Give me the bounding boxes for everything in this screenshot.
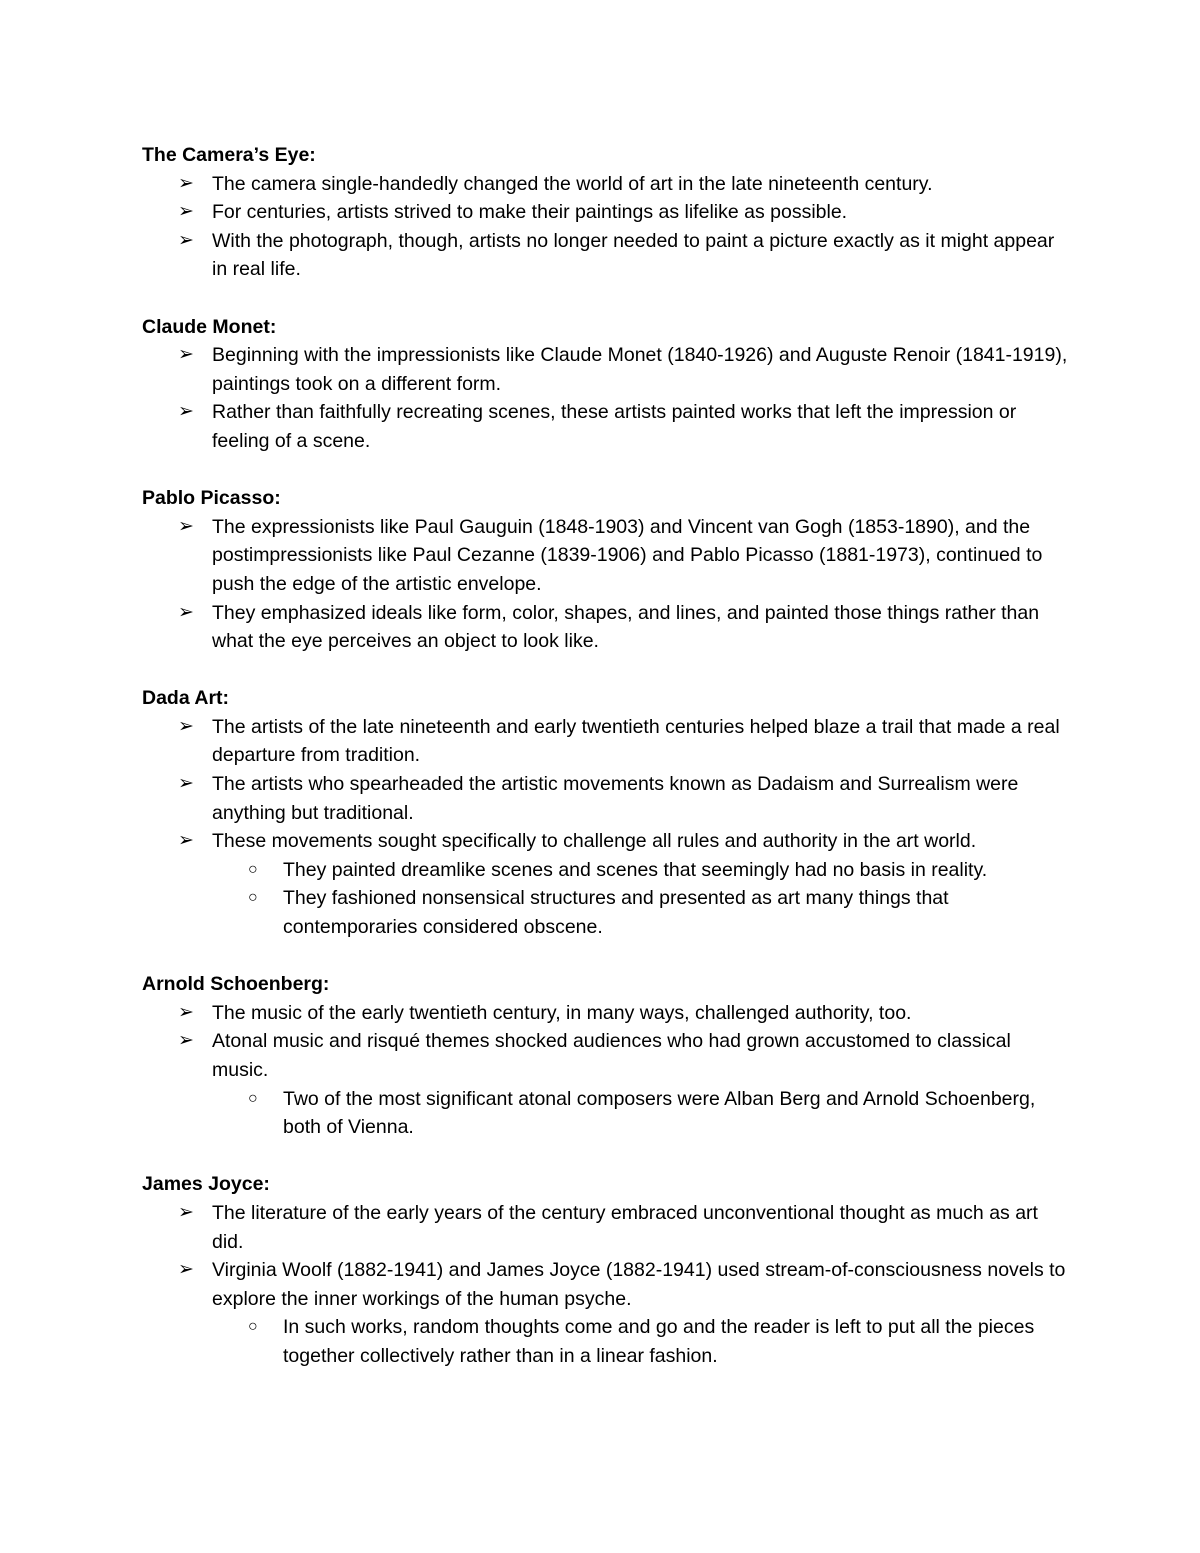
section-heading: James Joyce: — [142, 1173, 270, 1196]
bullet-item — [142, 198, 1072, 227]
bullet-item — [142, 1199, 1072, 1256]
sub-bullet-item — [142, 856, 1072, 885]
bullet-text: They fashioned nonsensical structures and presented as art many things that contemporaries considered obscene. — [283, 887, 949, 939]
bullet-list — [142, 513, 1072, 656]
bullet-text: Two of the most significant atonal composers were Alban Berg and Arnold Schoenberg, both of Vienna. — [283, 1087, 1036, 1139]
section — [142, 1170, 1072, 1370]
section-heading: Arnold Schoenberg: — [142, 973, 330, 996]
arrowhead-bullet-icon: ➢ — [178, 401, 194, 423]
bullet-text: For centuries, artists strived to make their paintings as lifelike as possible. — [212, 201, 848, 224]
bullet-item — [142, 999, 1072, 1028]
bullet-text: With the photograph, though, artists no longer needed to paint a picture exactly as it might appear in real life. — [212, 229, 1055, 281]
arrowhead-bullet-icon: ➢ — [178, 601, 194, 623]
arrowhead-bullet-icon: ➢ — [178, 201, 194, 223]
bullet-text: Beginning with the impressionists like Claude Monet (1840-1926) and Auguste Renoir (1841-1919), paintings took on a different form. — [212, 344, 1068, 395]
arrowhead-bullet-icon: ➢ — [178, 172, 194, 194]
bullet-text: The literature of the early years of the century embraced unconventional thought as much as art did. — [212, 1201, 1038, 1253]
circle-bullet-icon: ○ — [248, 1089, 258, 1107]
bullet-text: They painted dreamlike scenes and scenes that seemingly had no basis in reality. — [283, 858, 988, 881]
bullet-text: The artists who spearheaded the artistic movements known as Dadaism and Surrealism were anything but traditional. — [212, 773, 1019, 824]
circle-bullet-icon: ○ — [248, 1318, 258, 1336]
arrowhead-bullet-icon: ➢ — [178, 1201, 194, 1223]
arrowhead-bullet-icon: ➢ — [178, 344, 194, 366]
bullet-list — [142, 999, 1072, 1142]
arrowhead-bullet-icon: ➢ — [178, 1030, 194, 1052]
bullet-item — [142, 770, 1072, 827]
section-heading: Pablo Picasso: — [142, 487, 281, 510]
bullet-text: In such works, random thoughts come and go and the reader is left to put all the pieces together collectively rather than in a linear fashion. — [283, 1316, 1035, 1367]
bullet-text: They emphasized ideals like form, color, shapes, and lines, and painted those things rather than what the eye perceives an object to look like. — [212, 601, 1040, 653]
section-heading: The Camera’s Eye: — [142, 144, 316, 166]
sub-bullet-item — [142, 1085, 1072, 1142]
arrowhead-bullet-icon: ➢ — [178, 715, 194, 737]
bullet-text: These movements sought specifically to challenge all rules and authority in the art world. — [212, 830, 977, 853]
document-body — [142, 141, 1072, 1399]
arrowhead-bullet-icon: ➢ — [178, 1001, 194, 1023]
bullet-item — [142, 599, 1072, 656]
bullet-text: The artists of the late nineteenth and early twentieth centuries helped blaze a trail that made a real departure from tradition. — [212, 715, 1060, 767]
circle-bullet-icon: ○ — [248, 860, 258, 878]
bullet-list — [142, 713, 1072, 942]
section — [142, 970, 1072, 1142]
bullet-item — [142, 713, 1072, 770]
bullet-text: Virginia Woolf (1882-1941) and James Joyce (1882-1941) used stream-of-consciousness novels to explore the inner workings of the human psyche. — [212, 1259, 1066, 1310]
bullet-item — [142, 1027, 1072, 1084]
sub-bullet-item — [142, 1313, 1072, 1370]
bullet-item — [142, 398, 1072, 455]
bullet-item — [142, 827, 1072, 856]
bullet-item — [142, 513, 1072, 599]
bullet-item — [142, 170, 1072, 199]
bullet-text: The expressionists like Paul Gauguin (1848-1903) and Vincent van Gogh (1853-1890), and the postimpressionists like Paul Cezanne (1839-1906) and Pablo Picasso (1881-1973), continued to push the edge of the artistic envelope. — [212, 515, 1043, 595]
bullet-list — [142, 1199, 1072, 1371]
bullet-text: The camera single-handedly changed the world of art in the late nineteenth century. — [212, 172, 933, 195]
circle-bullet-icon: ○ — [248, 889, 258, 907]
arrowhead-bullet-icon: ➢ — [178, 515, 194, 537]
bullet-text: Atonal music and risqué themes shocked audiences who had grown accustomed to classical music. — [212, 1030, 1011, 1081]
bullet-text: The music of the early twentieth century, in many ways, challenged authority, too. — [212, 1001, 912, 1024]
bullet-list — [142, 341, 1072, 455]
section — [142, 684, 1072, 941]
bullet-list — [142, 170, 1072, 284]
bullet-item — [142, 1256, 1072, 1313]
bullet-text: Rather than faithfully recreating scenes, these artists painted works that left the impression or feeling of a scene. — [212, 401, 1017, 452]
section-heading: Dada Art: — [142, 687, 230, 710]
section — [142, 313, 1072, 456]
bullet-item — [142, 341, 1072, 398]
section-heading: Claude Monet: — [142, 315, 277, 338]
arrowhead-bullet-icon: ➢ — [178, 830, 194, 852]
sub-bullet-item — [142, 884, 1072, 941]
arrowhead-bullet-icon: ➢ — [178, 229, 194, 251]
bullet-item — [142, 227, 1072, 284]
arrowhead-bullet-icon: ➢ — [178, 1259, 194, 1281]
section — [142, 484, 1072, 656]
section — [142, 141, 1072, 284]
arrowhead-bullet-icon: ➢ — [178, 773, 194, 795]
